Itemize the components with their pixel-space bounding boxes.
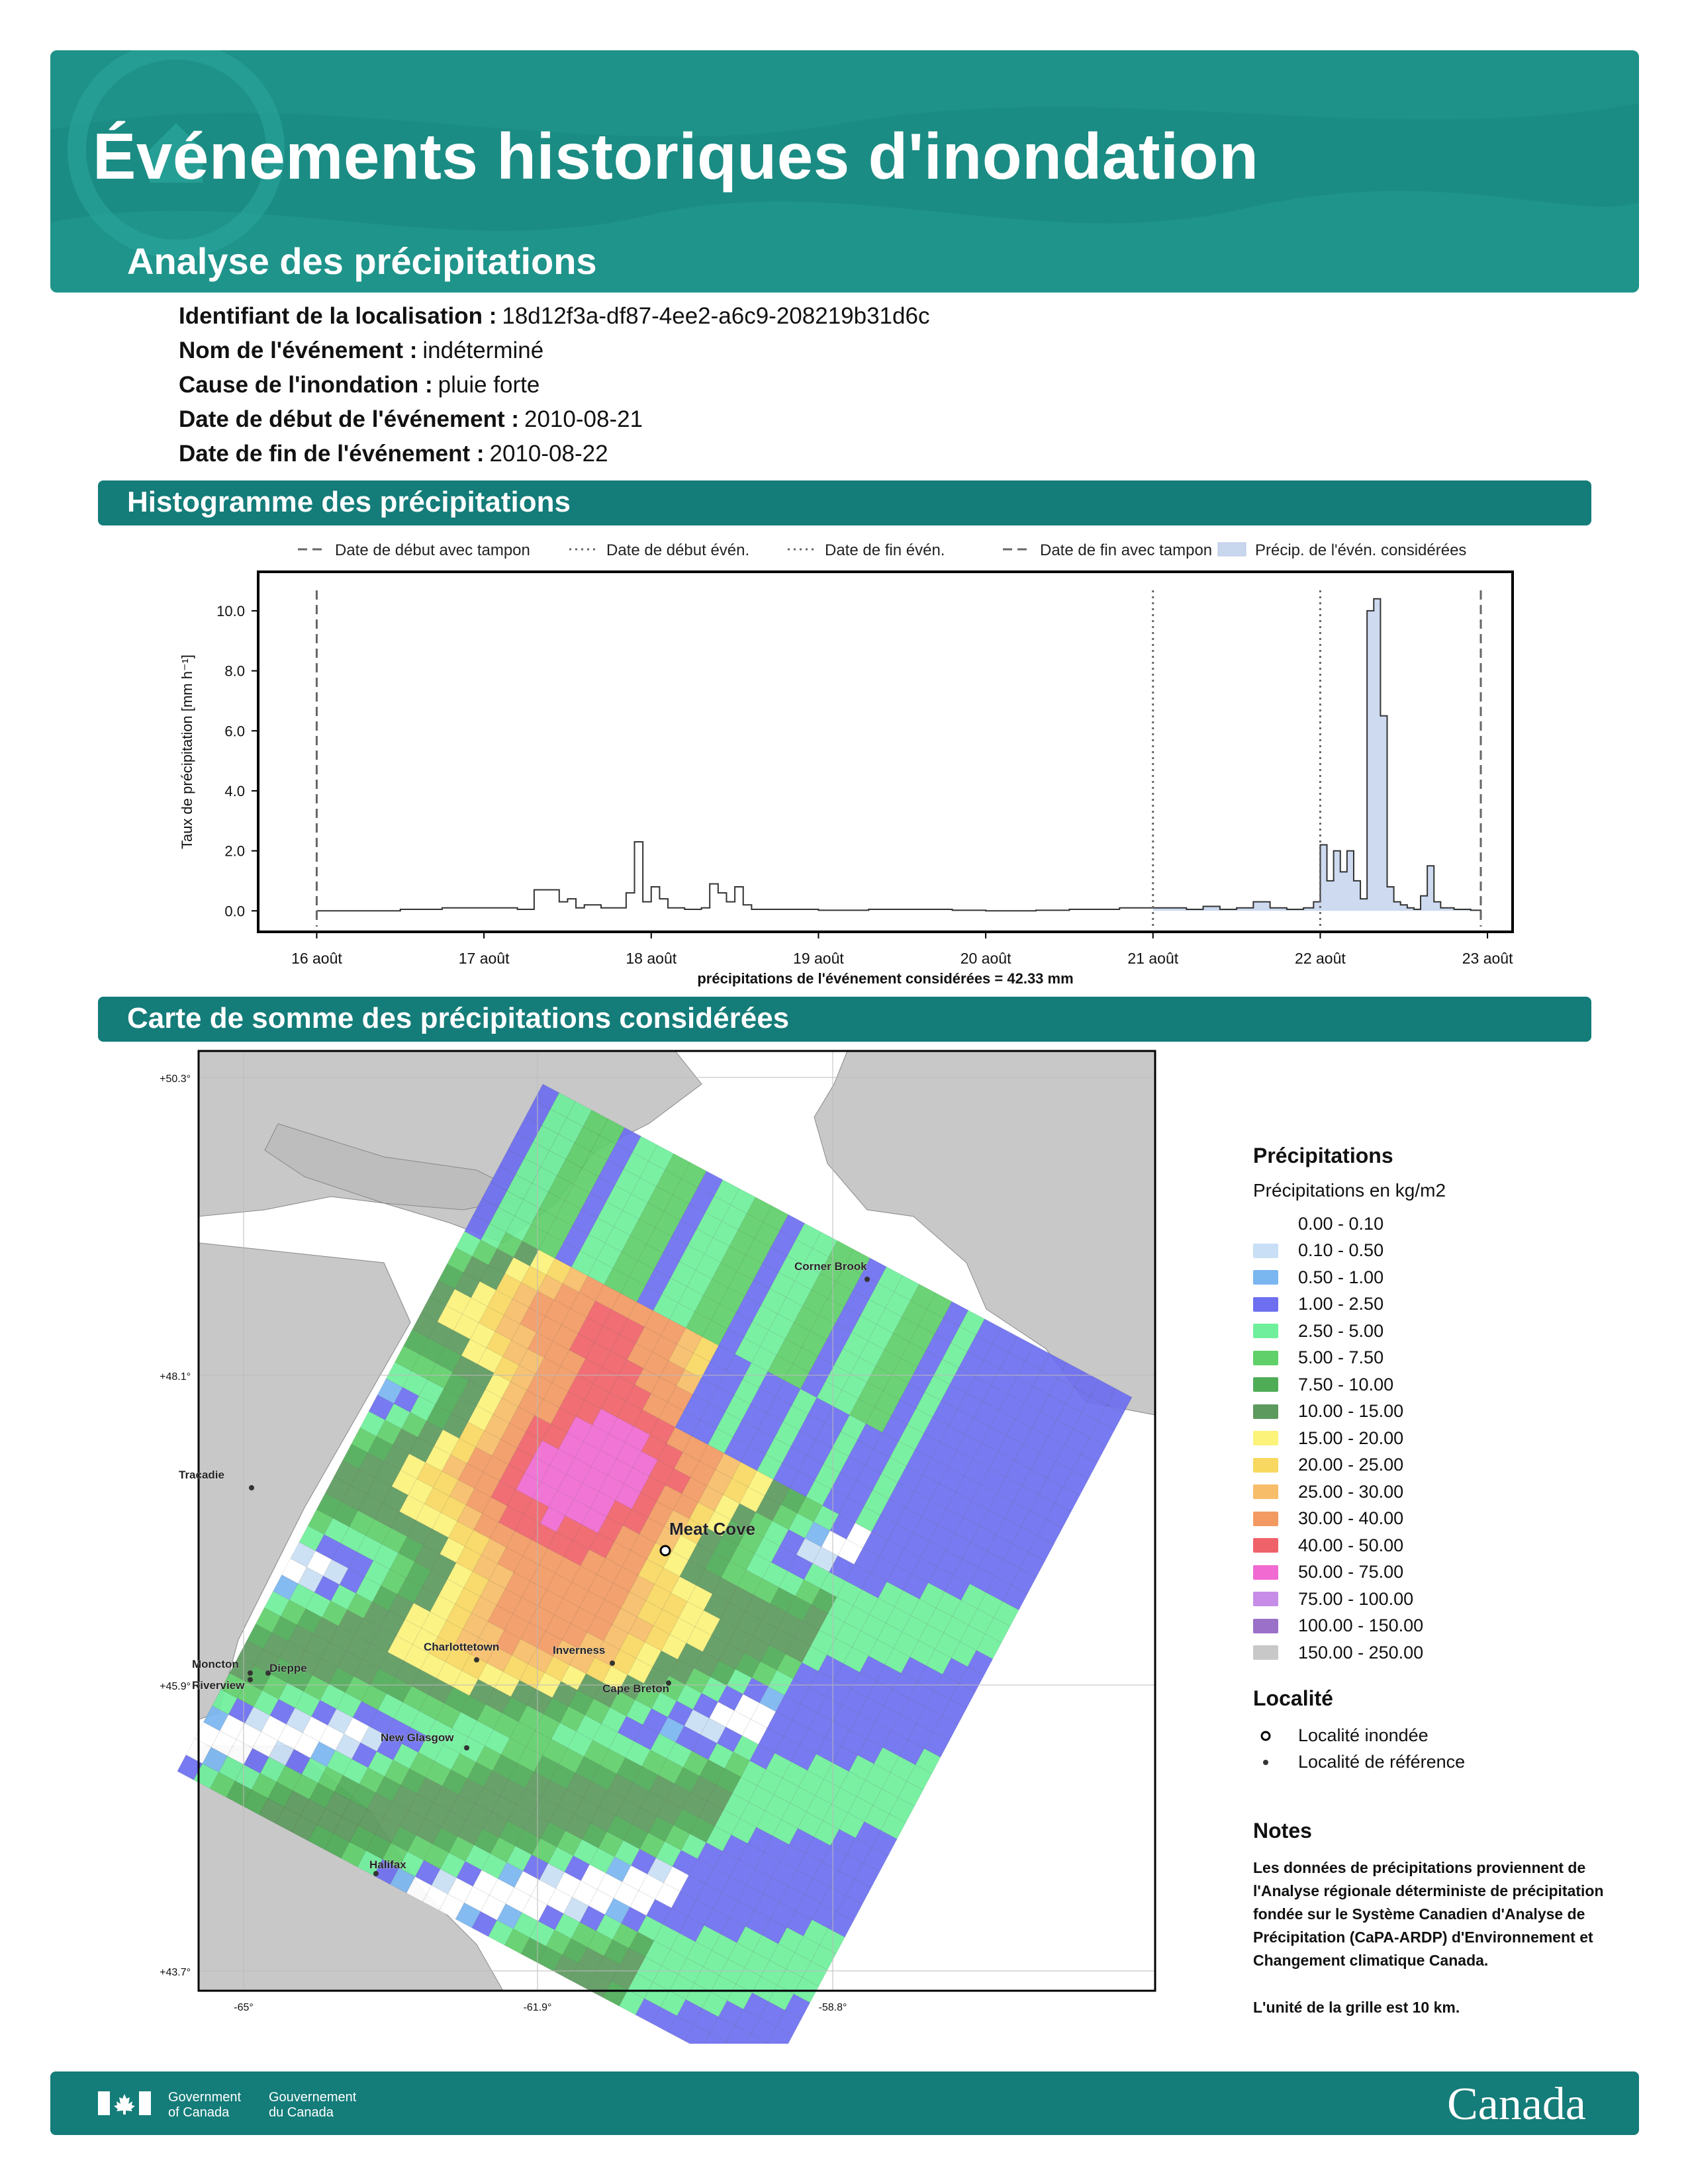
reference-locality-marker — [610, 1661, 615, 1666]
place-label: Halifax — [369, 1858, 406, 1871]
meta-row-name — [179, 334, 929, 368]
start-value: 2010-08-21 — [524, 406, 643, 432]
locality-title: Localité — [1253, 1686, 1333, 1710]
place-label: Tracadie — [179, 1469, 224, 1481]
id-value: 18d12f3a-df87-4ee2-a6c9-208219b31d6c — [502, 303, 930, 329]
reference-label: Localité de référence — [1298, 1752, 1466, 1772]
section-map-title: Carte de somme des précipitations considérées — [98, 997, 1591, 1042]
reference-locality-marker — [464, 1745, 469, 1751]
legend-title: Précipitations — [1253, 1144, 1393, 1167]
legend-bin-swatch — [1253, 1270, 1278, 1285]
canada-flag-icon — [98, 2091, 151, 2115]
legend-bin-swatch — [1253, 1216, 1278, 1231]
y-tick-label: 6.0 — [224, 723, 245, 740]
reference-locality-marker — [865, 1277, 870, 1282]
map-svg — [132, 1044, 1165, 2044]
legend-bins — [1253, 1210, 1637, 1666]
start-label: Date de début de l'événement : — [179, 406, 519, 432]
legend-label-3: Date de fin avec tampon — [1040, 541, 1213, 559]
place-label: Riverview — [192, 1679, 245, 1692]
place-label: Dieppe — [269, 1662, 307, 1674]
gov-fr-line1: Gouvernement — [269, 2090, 357, 2105]
notes — [1253, 1819, 1624, 2043]
page-subtitle: Analyse des précipitations — [127, 240, 597, 282]
x-tick-label: 21 août — [1127, 950, 1179, 967]
legend-bin-label: 100.00 - 150.00 — [1298, 1615, 1424, 1636]
map-legend — [1253, 1144, 1637, 1776]
legend-bin — [1253, 1291, 1637, 1318]
legend-bin — [1253, 1425, 1637, 1452]
legend-bin — [1253, 1210, 1637, 1238]
legend-bin-label: 40.00 - 50.00 — [1298, 1535, 1404, 1555]
gov-en-line1: Government — [168, 2090, 242, 2105]
x-tick-label: 19 août — [793, 950, 844, 967]
precip-histogram — [159, 529, 1536, 993]
meta-row-cause — [179, 368, 929, 402]
legend-bin-label: 15.00 - 20.00 — [1298, 1428, 1404, 1448]
legend-label-1: Date de début évén. — [606, 541, 750, 559]
legend-reference — [1253, 1749, 1637, 1776]
x-tick-label: 23 août — [1462, 950, 1513, 967]
legend-bin-swatch — [1253, 1645, 1278, 1660]
legend-bin-label: 1.00 - 2.50 — [1298, 1294, 1384, 1314]
legend-bin-label: 150.00 - 250.00 — [1298, 1642, 1424, 1662]
legend-bin — [1253, 1479, 1637, 1506]
legend-bin — [1253, 1264, 1637, 1291]
y-tick-label: 10.0 — [216, 602, 245, 619]
event-metadata — [179, 299, 929, 471]
y-tick-label: 8.0 — [224, 662, 245, 680]
legend-bin-label: 0.50 - 1.00 — [1298, 1267, 1384, 1287]
lon-label: -58.8° — [818, 2002, 847, 2013]
lat-label: +48.1° — [160, 1371, 191, 1383]
notes-text-grid: L'unité de la grille est 10 km. — [1253, 1999, 1460, 2016]
reference-locality-marker — [249, 1485, 254, 1490]
legend-swatch-considered — [1218, 543, 1246, 556]
page-banner — [50, 50, 1639, 293]
legend-bin-swatch — [1253, 1297, 1278, 1312]
flooded-label: Localité inondée — [1298, 1725, 1429, 1745]
legend-bin-label: 75.00 - 100.00 — [1298, 1588, 1414, 1609]
gov-en-line2: of Canada — [168, 2105, 230, 2120]
reference-locality-marker — [474, 1657, 479, 1662]
legend-bin-label: 0.10 - 0.50 — [1298, 1240, 1384, 1261]
page-title: Événements historiques d'inondation — [93, 120, 1259, 193]
place-label: Inverness — [553, 1644, 606, 1657]
legend-bin — [1253, 1506, 1637, 1533]
legend-bin — [1253, 1398, 1637, 1426]
y-tick-label: 2.0 — [224, 842, 245, 860]
legend-bin — [1253, 1318, 1637, 1345]
histogram-svg — [159, 529, 1536, 993]
legend-bin — [1253, 1238, 1637, 1265]
legend-bin-swatch — [1253, 1431, 1278, 1445]
place-label: Meat Cove — [669, 1519, 756, 1539]
reference-marker-icon — [1253, 1756, 1278, 1768]
notes-text-source: Les données de précipitations proviennent de l'Analyse régionale déterministe de précipitation fondée sur le Système Canadien d'Analyse de Précipitation (CaPA-ARDP) d'Environnement et Changement climatique Canada. — [1253, 1859, 1604, 1969]
reference-locality-marker — [248, 1677, 253, 1682]
legend-bin — [1253, 1371, 1637, 1398]
legend-bin — [1253, 1639, 1637, 1666]
legend-bin — [1253, 1452, 1637, 1479]
gov-fr — [269, 2090, 356, 2120]
legend-bin-swatch — [1253, 1592, 1278, 1606]
legend-bin-label: 7.50 - 10.00 — [1298, 1374, 1394, 1394]
legend-bin-label: 5.00 - 7.50 — [1298, 1347, 1384, 1368]
notes-title: Notes — [1253, 1819, 1312, 1843]
legend-label-0: Date de début avec tampon — [335, 541, 530, 559]
reference-locality-marker — [248, 1670, 253, 1676]
end-value: 2010-08-22 — [489, 441, 608, 467]
name-value: indéterminé — [422, 338, 544, 363]
legend-bin-label: 25.00 - 30.00 — [1298, 1481, 1404, 1502]
legend-subtitle: Précipitations en kg/m2 — [1253, 1180, 1446, 1201]
legend-bin-label: 30.00 - 40.00 — [1298, 1508, 1404, 1529]
x-axis-label: précipitations de l'événement considérées = 42.33 mm — [697, 970, 1074, 987]
flooded-marker-icon — [1253, 1730, 1278, 1742]
meta-row-end — [179, 437, 929, 471]
precip-map — [132, 1044, 1165, 2044]
legend-bin-swatch — [1253, 1377, 1278, 1392]
gov-fr-line2: du Canada — [269, 2105, 334, 2120]
legend-bin-swatch — [1253, 1619, 1278, 1633]
legend-label-2: Date de fin évén. — [825, 541, 945, 559]
gov-en — [168, 2090, 241, 2120]
x-tick-label: 20 août — [960, 950, 1011, 967]
name-label: Nom de l'événement : — [179, 338, 418, 363]
meta-row-id — [179, 299, 929, 334]
place-label: Charlottetown — [424, 1641, 500, 1653]
place-label: Cape Breton — [602, 1682, 670, 1695]
legend-bin-swatch — [1253, 1512, 1278, 1526]
flooded-locality-marker — [661, 1546, 670, 1555]
place-label: Moncton — [192, 1658, 239, 1670]
x-tick-label: 22 août — [1295, 950, 1346, 967]
legend-bin-label: 20.00 - 25.00 — [1298, 1455, 1404, 1475]
cause-value: pluie forte — [438, 372, 540, 398]
x-tick-label: 18 août — [626, 950, 677, 967]
canada-wordmark: Canada — [1447, 2079, 1586, 2130]
lat-label: +50.3° — [160, 1073, 191, 1085]
legend-flooded — [1253, 1723, 1637, 1749]
y-tick-label: 4.0 — [224, 782, 245, 799]
x-tick-label: 16 août — [291, 950, 342, 967]
y-axis-label: Taux de précipitation [mm h⁻¹] — [179, 654, 195, 850]
legend-bin — [1253, 1532, 1637, 1559]
legend-bin-swatch — [1253, 1324, 1278, 1338]
lat-label: +43.7° — [160, 1967, 191, 1978]
legend-bin-swatch — [1253, 1244, 1278, 1258]
legend-bin-label: 50.00 - 75.00 — [1298, 1562, 1404, 1582]
legend-bin-swatch — [1253, 1351, 1278, 1365]
legend-bin-label: 0.00 - 0.10 — [1298, 1213, 1384, 1234]
id-label: Identifiant de la localisation : — [179, 303, 497, 329]
lon-label: -61.9° — [523, 2002, 552, 2013]
legend-localities — [1253, 1686, 1637, 1776]
lon-label: -65° — [234, 2002, 254, 2013]
y-tick-label: 0.0 — [224, 903, 245, 920]
legend-label-4: Précip. de l'évén. considérées — [1255, 541, 1467, 559]
lat-label: +45.9° — [160, 1681, 191, 1692]
reference-locality-marker — [373, 1871, 379, 1876]
legend-bin-swatch — [1253, 1458, 1278, 1473]
legend-bin-swatch — [1253, 1484, 1278, 1499]
legend-bin-swatch — [1253, 1538, 1278, 1553]
legend-bin-label: 2.50 - 5.00 — [1298, 1320, 1384, 1341]
cause-label: Cause de l'inondation : — [179, 372, 433, 398]
place-label: Corner Brook — [794, 1260, 867, 1273]
x-tick-label: 17 août — [458, 950, 510, 967]
legend-bin — [1253, 1559, 1637, 1586]
end-label: Date de fin de l'événement : — [179, 441, 485, 467]
legend-bin — [1253, 1613, 1637, 1640]
meta-row-start — [179, 402, 929, 437]
legend-bin — [1253, 1345, 1637, 1372]
place-label: New Glasgow — [381, 1731, 454, 1744]
section-histogram-title: Histogramme des précipitations — [98, 480, 1591, 525]
footer — [50, 2071, 1639, 2135]
legend-bin-label: 10.00 - 15.00 — [1298, 1401, 1404, 1422]
legend-bin-swatch — [1253, 1404, 1278, 1419]
legend-bin-swatch — [1253, 1565, 1278, 1580]
legend-bin — [1253, 1586, 1637, 1613]
